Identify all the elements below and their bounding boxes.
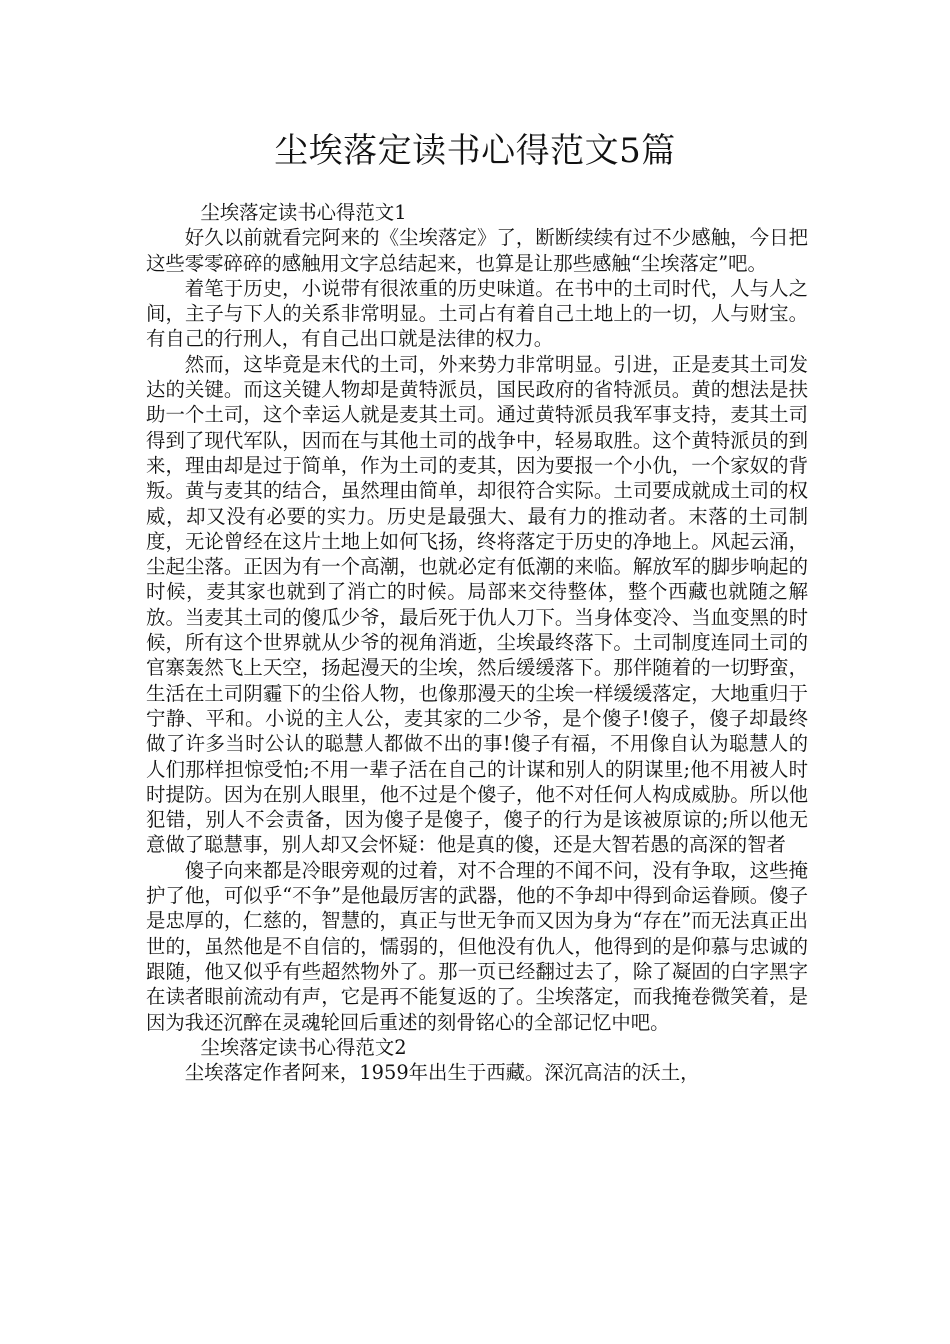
paragraph: 好久以前就看完阿来的《尘埃落定》了，断断续续有过不少感触，今日把这些零零碎碎的感触用文字总结起来，也算是让那些感触“尘埃落定”吧。 [146, 226, 808, 275]
section-heading-1: 尘埃落定读书心得范文1 [200, 201, 407, 224]
document-body [146, 200, 808, 1085]
paragraph: 傻子向来都是冷眼旁观的过着，对不合理的不闻不问，没有争取，这些掩护了他，可似乎“不争”是他最厉害的武器，他的不争却中得到命运眷顾。傻子是忠厚的，仁慈的，智慧的，真正与世无争而又因为身为“存在”而无法真正出世的，虽然他是不自信的，懦弱的，但他没有仇人，他得到的是仰慕与忠诚的跟随，他又似乎有些超然物外了。那一页已经翻过去了，除了凝固的白字黑字在读者眼前流动有声，它是再不能复返的了。尘埃落定，而我掩卷微笑着，是因为我还沉醉在灵魂轮回后重述的刻骨铭心的全部记忆中吧。 [146, 858, 808, 1034]
document-title: 尘埃落定读书心得范文5篇 [274, 131, 676, 171]
section-heading-2: 尘埃落定读书心得范文2 [200, 1035, 407, 1059]
paragraph: 着笔于历史，小说带有很浓重的历史味道。在书中的土司时代，人与人之间，主子与下人的关系非常明显。土司占有着自己土地上的一切，人与财宝。有自己的行刑人，有自己出口就是法律的权力。 [146, 276, 808, 351]
paragraph: 尘埃落定作者阿来，1959年出生于西藏。深沉高洁的沃土， [184, 1061, 700, 1085]
paragraph: 然而，这毕竟是末代的土司，外来势力非常明显。引进，正是麦其土司发达的关键。而这关键人物却是黄特派员，国民政府的省特派员。黄的想法是扶助一个土司，这个幸运人就是麦其土司。通过黄特派员我军事支持，麦其土司得到了现代军队，因而在与其他土司的战争中，轻易取胜。这个黄特派员的到来，理由却是过于简单，作为土司的麦其，因为要报一个小仇，一个家奴的背叛。黄与麦其的结合，虽然理由简单，却很符合实际。土司要成就成土司的权威，却又没有必要的实力。历史是最强大、最有力的推动者。末落的土司制度，无论曾经在这片土地上如何飞扬，终将落定于历史的净地上。风起云涌，尘起尘落。正因为有一个高潮，也就必定有低潮的来临。解放军的脚步响起的时候，麦其家也就到了消亡的时候。局部来交待整体，整个西藏也就随之解放。当麦其土司的傻瓜少爷，最后死于仇人刀下。当身体变冷、当血变黑的时候，所有这个世界就从少爷的视角消逝，尘埃最终落下。土司制度连同土司的官寨轰然飞上天空，扬起漫天的尘埃，然后缓缓落下。那伴随着的一切野蛮，生活在土司阴霾下的尘俗人物，也像那漫天的尘埃一样缓缓落定，大地重归于宁静、平和。小说的主人公，麦其家的二少爷，是个傻子!傻子，傻子却最终做了许多当时公认的聪慧人都做不出的事!傻子有福，不用像自认为聪慧人的人们那样担惊受怕;不用一辈子活在自己的计谋和别人的阴谋里;他不用被人时时提防。因为在别人眼里，他不过是个傻子，他不对任何人构成威胁。所以他犯错，别人不会责备，因为傻子是傻子，傻子的行为是该被原谅的;所以他无意做了聪慧事，别人却又会怀疑：他是真的傻，还是大智若愚的高深的智者 [146, 352, 808, 857]
